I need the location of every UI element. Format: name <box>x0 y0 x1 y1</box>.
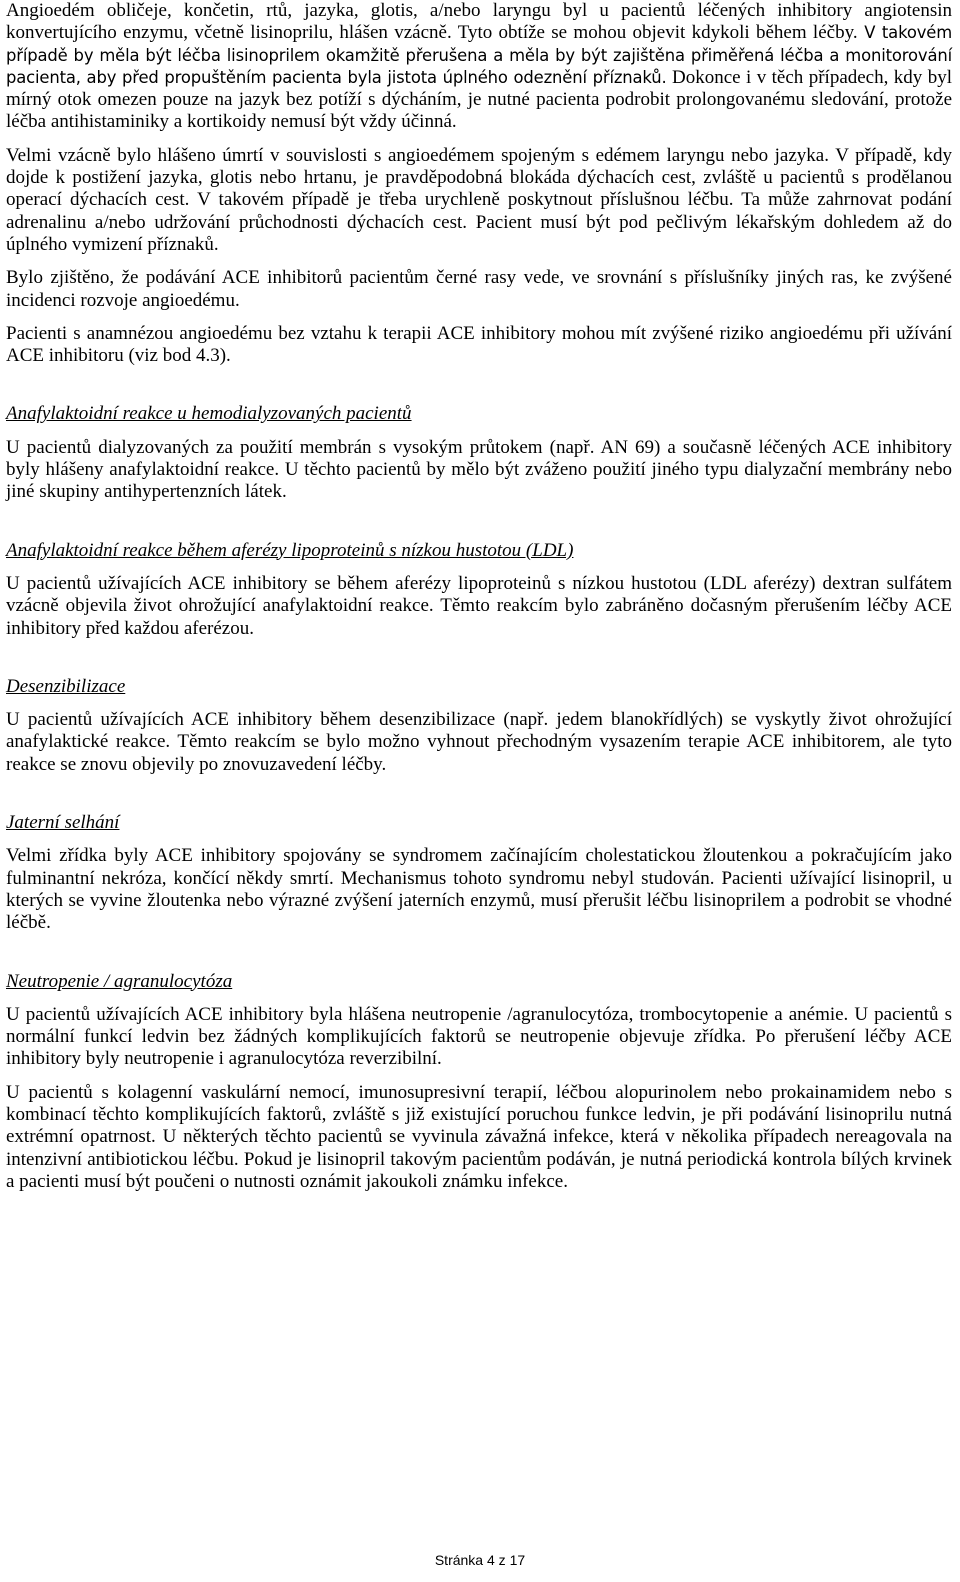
heading-liver-failure: Jaterní selhání <box>6 812 120 834</box>
paragraph-liver-failure: Velmi zřídka byly ACE inhibitory spojovány se syndromem začínajícím cholestatickou žloutenkou a pokračujícím jako fulminantní nekróza, končící někdy smrtí. Mechanismus tohoto syndromu nebyl studován. Pacienti užívající lisinopril, u kterých se vyvine žloutenka nebo výrazné zvýšení jaterních enzymů, musí přerušit léčbu lisinoprilem a podrobit se vhodné léčbě. <box>6 845 952 934</box>
heading-hemodialysis: Anafylaktoidní reakce u hemodialyzovaných pacientů <box>6 403 412 425</box>
angioedema-intro-c: Dokonce i v těch případech, kdy byl mírný otok omezen pouze na jazyk bez potíží s dýcháním, je nutné pacienta podrobit prolongovanému sledování, protože léčba antihistaminiky a kortikoidy nemusí být vždy účinná. <box>6 66 952 133</box>
footer-current-page: 4 <box>486 1552 495 1568</box>
paragraph-angioedema-intro <box>6 0 952 134</box>
paragraph-neutropenia-1: U pacientů užívajících ACE inhibitory byla hlášena neutropenie /agranulocytóza, trombocytopenie a anémie. U pacientů s normální funkcí ledvin bez žádných komplikujících faktorů se neutropenie objevuje zřídka. Po přerušení léčby ACE inhibitory byly neutropenie i agranulocytóza reverzibilní. <box>6 1003 952 1070</box>
footer-prefix: Stránka <box>434 1552 487 1568</box>
footer-separator: z <box>494 1552 510 1568</box>
heading-neutropenia: Neutropenie / agranulocytóza <box>6 970 233 992</box>
document-page <box>6 0 952 1193</box>
heading-ldl-apheresis: Anafylaktoidní reakce během aferézy lipoproteinů s nízkou hustotou (LDL) <box>6 539 574 561</box>
heading-desensitization: Desenzibilizace <box>6 675 126 697</box>
page-number-footer <box>0 1552 960 1568</box>
paragraph-angioedema-fatal: Velmi vzácně bylo hlášeno úmrtí v souvislosti s angioedémem spojeným s edémem laryngu nebo jazyka. V případě, kdy dojde k postižení jazyka, glotis nebo hrtanu, je pravděpodobná blokáda dýchacích cest, zvláště u pacientů s prodělanou operací dýchacích cest. V takovém případě je třeba urychleně poskytnout příslušnou léčbu. Ta může zahrnovat podání adrenalinu a/nebo udržování průchodnosti dýchacích cest. Pacient musí být pod pečlivým lékařským dohledem až do úplného vymizení příznaků. <box>6 144 952 255</box>
angioedema-intro-b: V takovém případě by měla být léčba lisinoprilem okamžitě přerušena a měla by být zajištěna přiměřená léčba a monitorování pacienta, aby před propuštěním pacienta byla jistota úplného odeznění příznaků. <box>6 23 953 87</box>
paragraph-angioedema-history: Pacienti s anamnézou angioedému bez vztahu k terapii ACE inhibitory mohou mít zvýšené riziko angioedému při užívání ACE inhibitoru (viz bod 4.3). <box>6 322 952 367</box>
paragraph-ldl-apheresis: U pacientů užívajících ACE inhibitory se během aferézy lipoproteinů s nízkou hustotou (LDL aferézy) dextran sulfátem vzácně objevila život ohrožující anafylaktoidní reakce. Těmto reakcím bylo zabráněno dočasným přerušením léčby ACE inhibitory před každou aferézou. <box>6 572 952 639</box>
paragraph-neutropenia-2: U pacientů s kolagenní vaskulární nemocí, imunosupresivní terapií, léčbou alopurinolem nebo prokainamidem nebo s kombinací těchto komplikujících faktorů, zvláště s již existující poruchou funkce ledvin, je při podávání lisinoprilu nutná extrémní opatrnost. U některých těchto pacientů se vyvinula závažná infekce, která v několika případech nereagovala na intenzivní antibiotickou léčbu. Pokud je lisinopril takovým pacientům podáván, je nutná periodická kontrola bílých krvinek a pacienti musí být poučeni o nutnosti oznámit jakoukoli známku infekce. <box>6 1081 952 1192</box>
footer-total-pages: 17 <box>509 1552 526 1568</box>
paragraph-hemodialysis: U pacientů dialyzovaných za použití membrán s vysokým průtokem (např. AN 69) a současně léčených ACE inhibitory byly hlášeny anafylaktoidní reakce. U těchto pacientů by mělo být zváženo použití jiného typu dialyzační membrány nebo jiné skupiny antihypertenzních látek. <box>6 436 952 503</box>
angioedema-intro-a: Angioedém obličeje, končetin, rtů, jazyka, glotis, a/nebo laryngu byl u pacientů léčených inhibitory angiotensin konvertujícího enzymu, včetně lisinoprilu, hlášen vzácně. Tyto obtíže se mohou objevit kdykoli během léčby. <box>6 0 952 44</box>
paragraph-angioedema-race: Bylo zjištěno, že podávání ACE inhibitorů pacientům černé rasy vede, ve srovnání s příslušníky jiných ras, ke zvýšené incidenci rozvoje angioedému. <box>6 267 952 311</box>
paragraph-desensitization: U pacientů užívajících ACE inhibitory během desenzibilizace (např. jedem blanokřídlých) se vyskytly život ohrožující anafylaktické reakce. Těmto reakcím se bylo možno vyhnout přechodným vysazením terapie ACE inhibitorem, ale tyto reakce se znovu objevily po znovuzavedení léčby. <box>6 709 952 775</box>
